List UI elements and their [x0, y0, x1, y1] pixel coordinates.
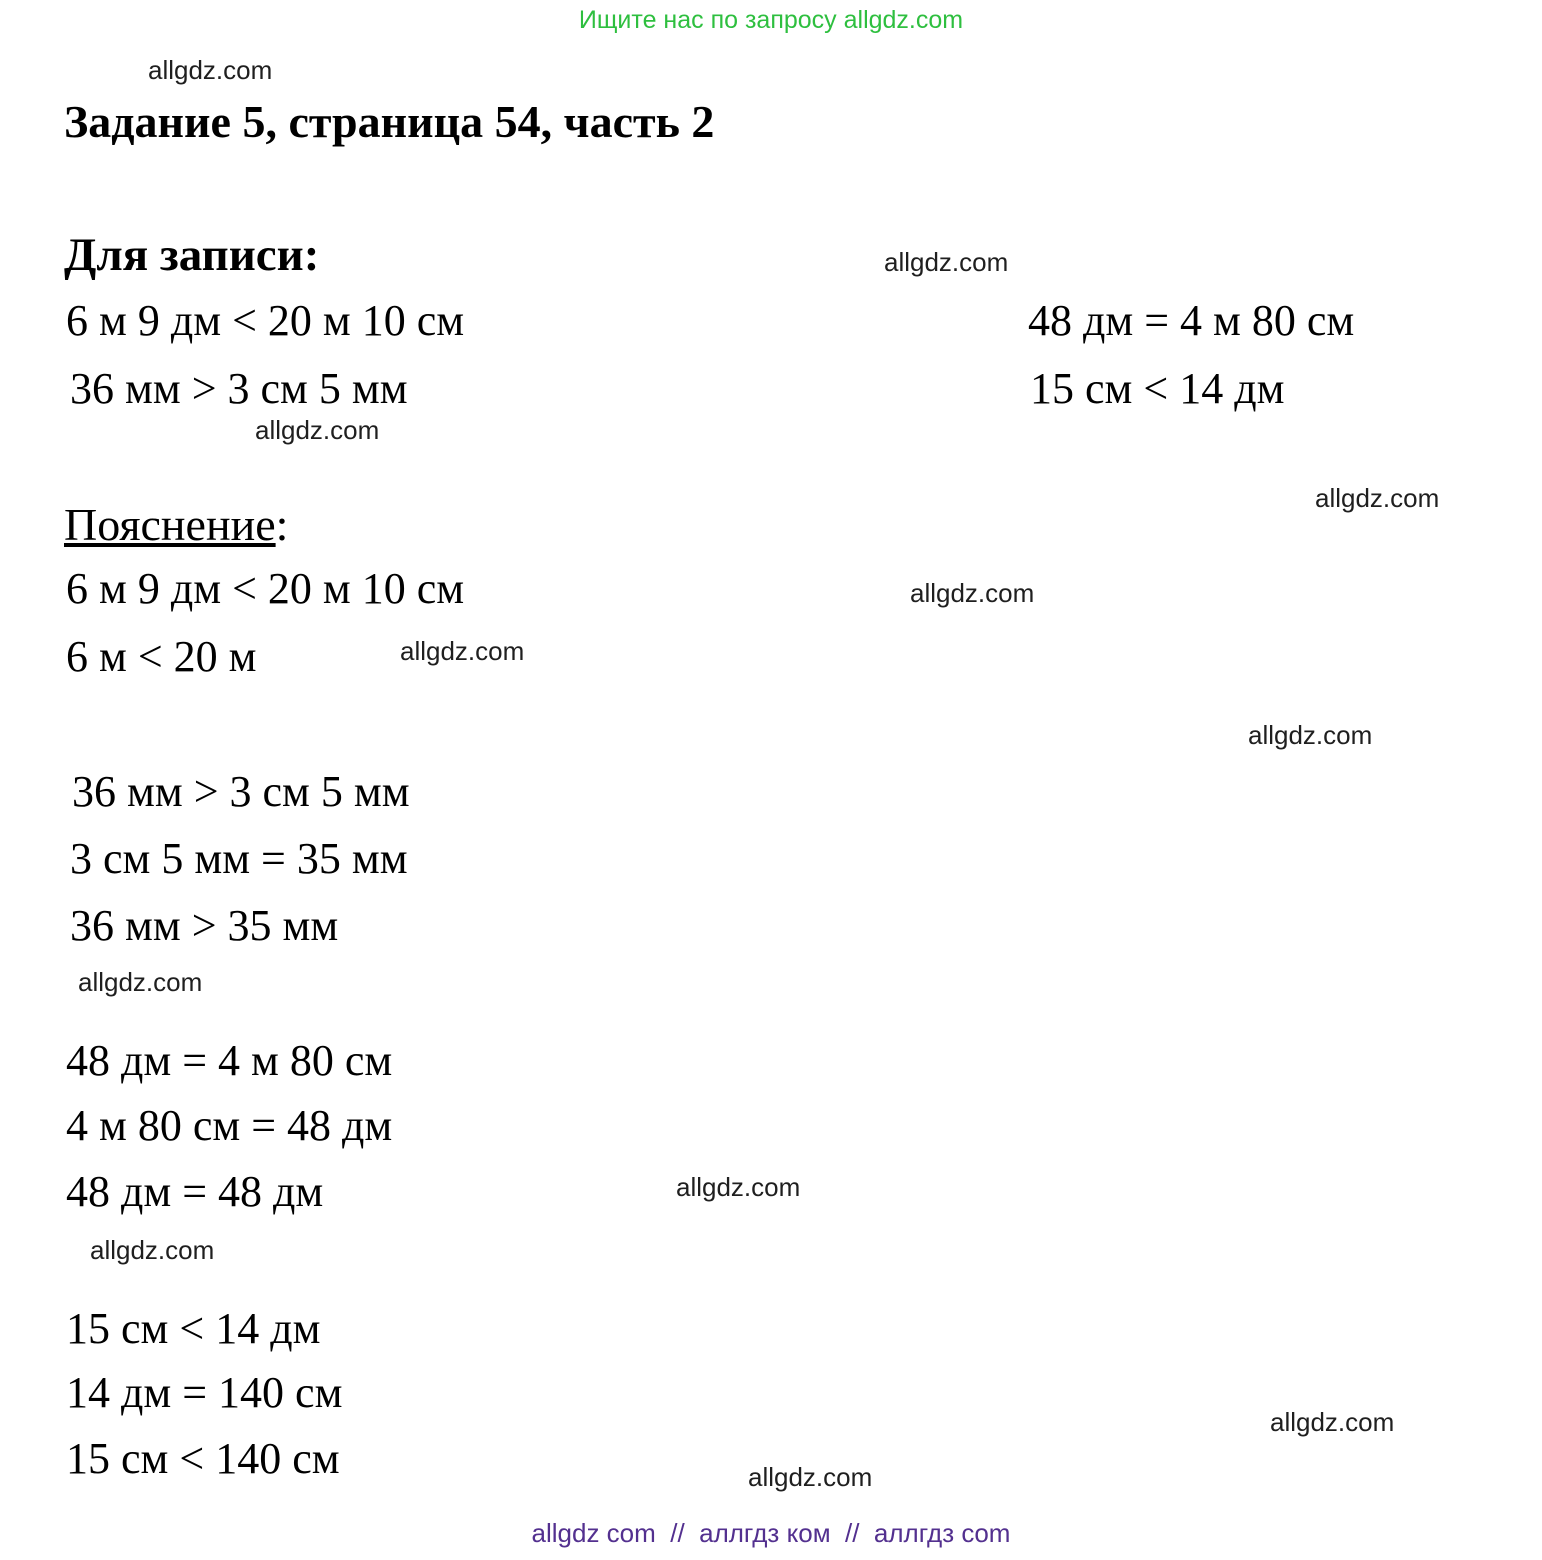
record-right-line-1: 48 дм = 4 м 80 см — [1028, 296, 1355, 345]
watermark: allgdz.com — [910, 578, 1035, 608]
watermark: allgdz.com — [1270, 1407, 1395, 1437]
watermark: allgdz.com — [400, 636, 525, 666]
explanation-group3-line-3: 48 дм = 48 дм — [66, 1167, 324, 1216]
record-left-line-1: 6 м 9 дм < 20 м 10 см — [66, 296, 465, 345]
watermark: allgdz.com — [1315, 483, 1440, 513]
explanation-group3-line-2: 4 м 80 см = 48 дм — [66, 1101, 393, 1150]
watermark: allgdz.com — [884, 247, 1009, 277]
page-title: Задание 5, страница 54, часть 2 — [64, 96, 715, 147]
explanation-heading-colon: : — [275, 499, 289, 550]
explanation-group4-line-3: 15 см < 140 см — [66, 1434, 340, 1483]
record-right-line-2: 15 см < 14 дм — [1030, 364, 1285, 413]
footer-links: allgdz com // аллгдз ком // аллгдз com — [531, 1518, 1011, 1548]
watermark: allgdz.com — [1248, 720, 1373, 750]
watermark: allgdz.com — [748, 1462, 873, 1492]
watermark: allgdz.com — [78, 967, 203, 997]
watermark: allgdz.com — [676, 1172, 801, 1202]
watermark: allgdz.com — [148, 55, 273, 85]
watermark: allgdz.com — [90, 1235, 215, 1265]
explanation-group3-line-1: 48 дм = 4 м 80 см — [66, 1036, 393, 1085]
explanation-group1-line-2: 6 м < 20 м — [66, 632, 257, 681]
explanation-group2-line-1: 36 мм > 3 см 5 мм — [72, 767, 410, 816]
explanation-group2-line-3: 36 мм > 35 мм — [70, 901, 339, 950]
explanation-group4-line-2: 14 дм = 140 см — [66, 1368, 343, 1417]
explanation-group2-line-2: 3 см 5 мм = 35 мм — [70, 834, 408, 883]
explanation-group4-line-1: 15 см < 14 дм — [66, 1304, 321, 1353]
record-left-line-2: 36 мм > 3 см 5 мм — [70, 364, 408, 413]
explanation-group1-line-1: 6 м 9 дм < 20 м 10 см — [66, 564, 465, 613]
watermark: allgdz.com — [255, 415, 380, 445]
record-heading: Для записи: — [64, 229, 320, 281]
top-banner: Ищите нас по запросу allgdz.com — [578, 6, 964, 34]
explanation-heading-word: Пояснение — [64, 499, 276, 550]
explanation-heading — [64, 498, 288, 551]
